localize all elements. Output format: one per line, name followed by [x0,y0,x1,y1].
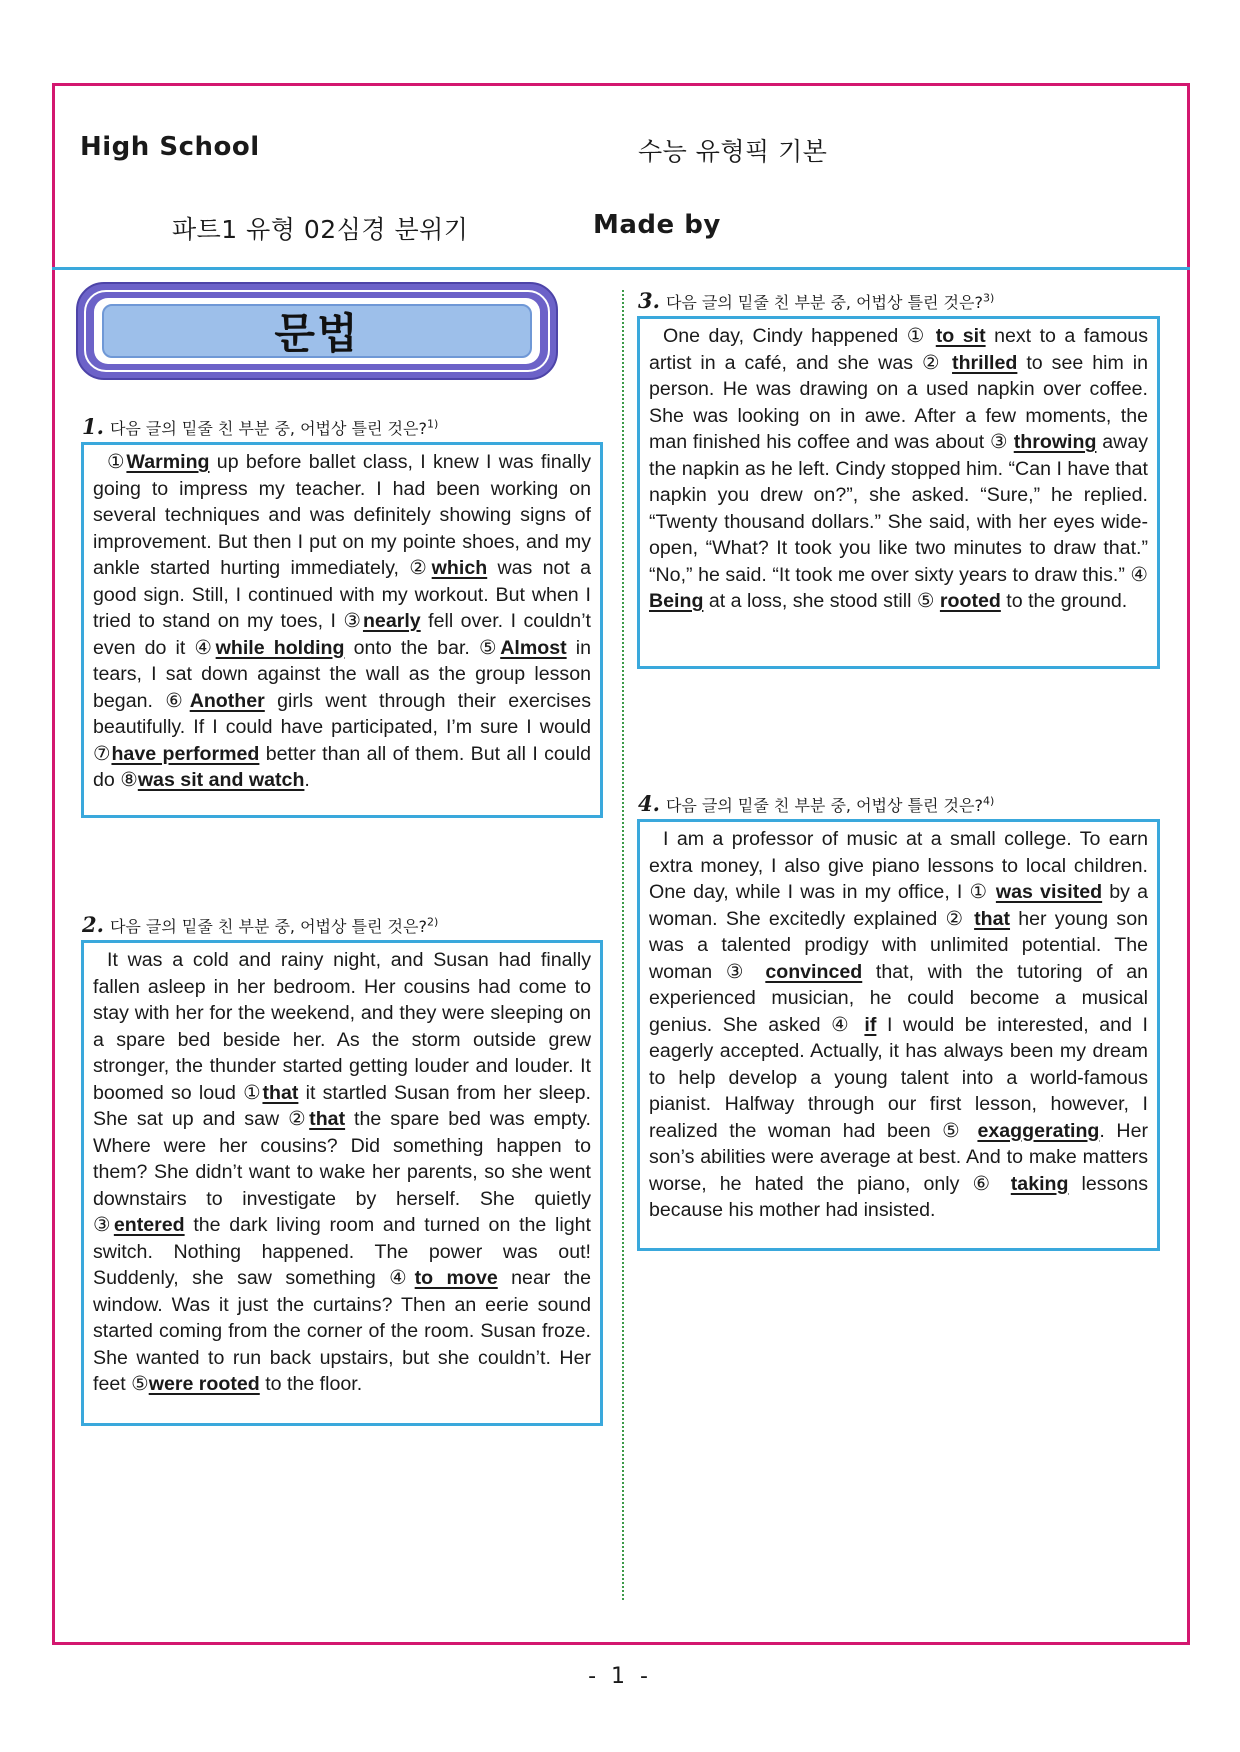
underlined-option: if [864,1013,877,1036]
school-label: High School [80,132,260,162]
question-1-prompt: 다음 글의 밑줄 친 부분 중, 어법상 틀린 것은? [109,419,427,438]
underlined-option: that [309,1108,346,1130]
underlined-option: that [262,1081,299,1104]
underlined-option: Being [649,590,704,612]
question-2-number: 2. [82,912,104,937]
underlined-option: have performed [111,742,260,765]
underlined-option: were rooted [148,1373,260,1395]
question-3-passage: One day, Cindy happened ① to sit next to a famous artist in a café, and she was ② thrilled to see him in person. He was drawing on a used napkin over coffee. She was looking on in awe. After a few moments, the man finished his coffee and was about ③ throwing away the napkin as he left. Cindy stopped him. “Can I have that napkin you drew on?”, she asked. “Sure,” he replied. “Twenty thousand dollars.” She said, with her eyes wide-open, “What? It took you like two minutes to draw that.” “No,” he said. “It took me over sixty years to draw this.” ④ Being at a loss, she stood still ⑤ rooted to the ground. [637,316,1160,669]
underlined-option: Warming [126,451,210,473]
underlined-option: Another [189,689,265,712]
underlined-option: was sit and watch [137,769,305,791]
underlined-option: nearly [362,610,421,632]
underlined-option: exaggerating [977,1119,1100,1142]
question-1-passage: ①Warming up before ballet class, I knew I was finally going to impress my teacher. I had been working on several techniques and was definitely showing signs of improvement. But then I put on my pointe shoes, and my ankle started hurting immediately, ②which was not a good sign. Still, I continued with my workout. But when I tried to stand on my toes, I ③nearly fell over. I couldn’t even do it ④while holding onto the bar. ⑤Almost in tears, I sat down against the wall as the group lesson began. ⑥Another girls went through their exercises beautifully. If I could have participated, I’m sure I would ⑦have performed better than all of them. But all I could do ⑧was sit and watch. [81,442,603,818]
question-4-prompt: 다음 글의 밑줄 친 부분 중, 어법상 틀린 것은? [665,796,983,815]
underlined-option: rooted [939,590,1001,612]
underlined-option: was visited [995,881,1103,903]
question-1-number: 1. [82,414,104,439]
series-title: 수능 유형픽 기본 [638,137,828,166]
question-2-title [82,912,438,937]
question-4-passage: I am a professor of music at a small college. To earn extra money, I also give piano lessons to local children. One day, while I was in my office, I ① was visited by a woman. She excitedly explained ② that her young son was a talented prodigy with unlimited potential. The woman ③ convinced that, with the tutoring of an experienced musician, he could become a musical genius. She asked ④ if I would be interested, and I eagerly accepted. Actually, it has always been my dream to help develop a young talent into a world-famous pianist. Halfway through our first lesson, however, I realized the woman had been ⑤ exaggerating. Her son’s abilities were average at best. And to make matters worse, he hated the piano, only ⑥ taking lessons because his mother had insisted. [637,819,1160,1251]
column-divider [622,290,624,1600]
question-4-title [638,791,994,816]
underlined-option: that [974,907,1011,930]
question-4-number: 4. [638,791,660,816]
underlined-option: convinced [765,960,863,983]
question-2-passage: It was a cold and rainy night, and Susan had finally fallen asleep in her bedroom. Her cousins had come to stay with her for the weekend, and they were sleeping on a spare bed beside her. As the storm outside grew stronger, the thunder started getting louder and louder. It boomed so loud ①that it startled Susan from her sleep. She sat up and saw ②that the spare bed was empty. Where were her cousins? Did something happen to them? She didn’t want to wake her parents, so she went downstairs to investigate by herself. She quietly ③entered the dark living room and turned on the light switch. Nothing happened. The power was out! Suddenly, she saw something ④to move near the window. Was it just the curtains? Then an eerie sound started coming from the corner of the room. Susan froze. She wanted to run back upstairs, but she couldn’t. Her feet ⑤were rooted to the floor. [81,940,603,1426]
question-1-footnote: 1) [426,417,439,431]
question-3-footnote: 3) [982,291,995,305]
question-2-footnote: 2) [426,915,439,929]
underlined-option: entered [113,1214,185,1236]
made-by-label: Made by [593,210,721,240]
question-1-title [82,414,438,439]
underlined-option: to sit [935,325,986,347]
section-badge [76,282,558,380]
question-3-prompt: 다음 글의 밑줄 친 부분 중, 어법상 틀린 것은? [665,293,983,312]
underlined-option: while holding [215,636,345,659]
underlined-option: throwing [1013,431,1097,453]
underlined-option: to move [414,1267,498,1289]
header-divider [52,267,1190,270]
part-title: 파트1 유형 02심경 분위기 [172,215,469,244]
underlined-option: thrilled [952,351,1018,374]
question-2-prompt: 다음 글의 밑줄 친 부분 중, 어법상 틀린 것은? [109,917,427,936]
section-title: 문법 [274,309,360,358]
question-3-number: 3. [638,288,660,313]
underlined-option: taking [1010,1172,1069,1195]
question-3-title [638,288,994,313]
question-4-footnote: 4) [982,794,995,808]
underlined-option: Almost [500,636,567,659]
underlined-option: which [431,557,488,579]
page-number: - 1 - [588,1664,652,1689]
